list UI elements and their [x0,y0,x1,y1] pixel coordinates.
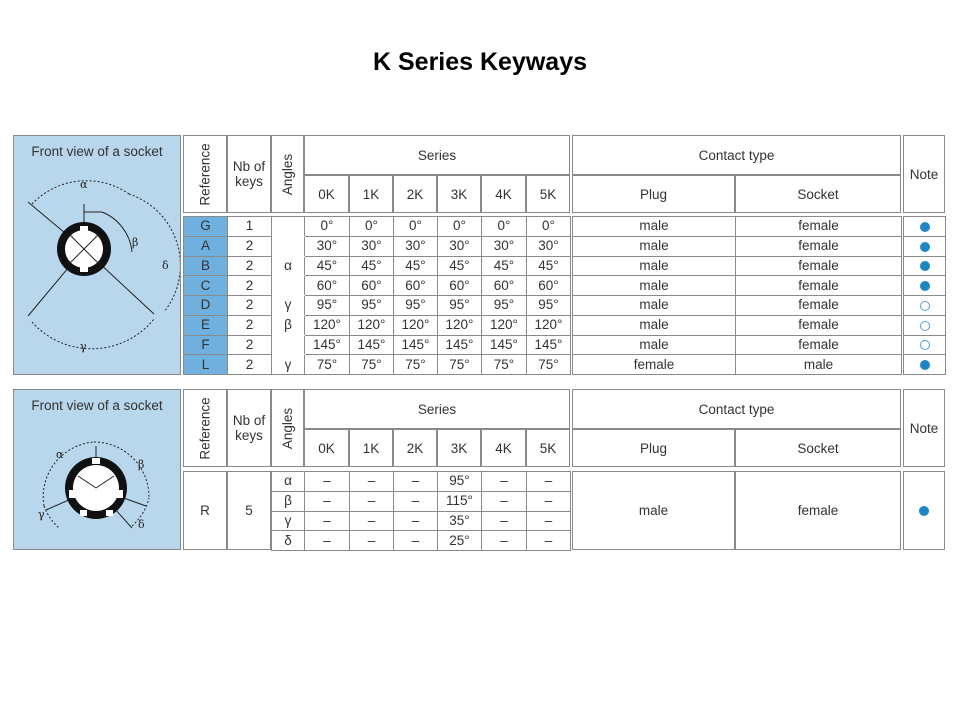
delta-label: δ [138,518,145,531]
table-row [184,236,571,256]
table-row [573,335,902,355]
front-view-label: Front view of a socket [31,144,163,159]
series-value-cell: 0° [527,217,571,237]
series-value-cell: 95° [482,296,527,316]
filled-dot-icon [920,222,930,232]
series-value-cell: 30° [394,236,438,256]
series-value-cell: – [527,491,571,511]
series-value-cell: 145° [350,335,394,355]
reference-cell: L [184,355,228,375]
contact-type-header: Contact type [572,389,901,429]
series-col-2k: 2K [393,175,437,213]
table-row [904,335,946,355]
table-row [573,296,902,316]
nb-keys-header: Nb of keys [227,135,271,213]
series-value-cell: 95° [394,296,438,316]
table-row [272,531,571,551]
series-value-cell: 60° [482,276,527,296]
plug-header: Plug [572,175,735,213]
series-value-cell: – [482,531,527,551]
series-value-cell: 30° [305,236,350,256]
filled-dot-icon [920,360,930,370]
gamma-label: γ [80,340,87,353]
series-value-cell: 45° [482,256,527,276]
table-row [573,256,902,276]
series-value-cell: – [350,491,394,511]
note-cell [904,276,946,296]
socket-cell: female [736,296,902,316]
open-dot-icon [920,340,930,350]
angle-cell: γ [272,511,305,531]
r-keys-cell: 5 [227,471,271,550]
table-row [904,276,946,296]
table-row [184,315,571,335]
note-cell [904,256,946,276]
keys-cell: 2 [228,315,272,335]
series-col-5k: 5K [526,175,570,213]
series-value-cell: 120° [527,315,571,335]
series-value-cell: 120° [482,315,527,335]
note-cell [904,315,946,335]
series-value-cell: 25° [438,531,482,551]
series-col-3k: 3K [437,175,481,213]
series-value-cell: – [482,472,527,492]
angle-cell [272,217,305,237]
note-cell [904,236,946,256]
socket-cell: female [736,335,902,355]
plug-cell: male [573,236,736,256]
plug-cell: female [573,355,736,375]
angles-header: Angles [271,135,304,213]
r-socket-cell: female [735,471,901,550]
keys-cell: 2 [228,276,272,296]
plug-cell: male [573,276,736,296]
socket-cell: female [736,236,902,256]
series-value-cell: 95° [305,296,350,316]
note-cell [904,217,946,237]
table-row [184,217,571,237]
angles-header: Angles [271,389,304,467]
contact-type-header: Contact type [572,135,901,175]
table-row [573,355,902,375]
page-title: K Series Keyways [372,48,588,76]
series-value-cell: – [305,472,350,492]
reference-cell: G [184,217,228,237]
filled-dot-icon [920,242,930,252]
series-value-cell: 35° [438,511,482,531]
series-col-2k: 2K [393,429,437,467]
beta-label: β [132,236,139,249]
keys-cell: 2 [228,236,272,256]
socket-header: Socket [735,429,901,467]
table-row [272,491,571,511]
series-value-cell: – [482,511,527,531]
series-value-cell: 45° [350,256,394,276]
series-value-cell: 95° [350,296,394,316]
series-col-0k: 0K [304,175,349,213]
series-col-3k: 3K [437,429,481,467]
plug-header: Plug [572,429,735,467]
series-col-4k: 4K [481,429,526,467]
filled-dot-icon [919,506,929,516]
series-header: Series [304,389,570,429]
series-value-cell: 45° [305,256,350,276]
nb-keys-header: Nb of keys [227,389,271,467]
series-value-cell: 60° [350,276,394,296]
table1-note-body [903,216,946,375]
series-value-cell: 145° [482,335,527,355]
series-value-cell: 75° [394,355,438,375]
socket-diagram-2-keys [14,164,180,374]
series-value-cell: 75° [527,355,571,375]
angle-cell: β [272,491,305,511]
series-value-cell: 30° [527,236,571,256]
gamma-label: γ [38,508,45,521]
front-view-label: Front view of a socket [31,398,163,413]
beta-label: β [138,458,145,471]
note-cell [904,355,946,375]
series-value-cell: 145° [438,335,482,355]
note-header: Note [903,135,945,213]
table-row [184,256,571,276]
series-value-cell: – [350,472,394,492]
series-value-cell: 60° [527,276,571,296]
filled-dot-icon [920,261,930,271]
series-value-cell: – [527,531,571,551]
table-row [573,315,902,335]
series-value-cell: – [482,491,527,511]
table1-series-body [183,216,571,375]
series-value-cell: 75° [438,355,482,375]
angle-cell [272,276,305,296]
table-row [904,236,946,256]
series-value-cell: 0° [482,217,527,237]
series-value-cell: – [394,511,438,531]
angle-cell: α [272,472,305,492]
socket-cell: female [736,256,902,276]
table-row [272,511,571,531]
series-value-cell: – [394,491,438,511]
series-value-cell: – [394,472,438,492]
series-col-1k: 1K [349,429,393,467]
series-value-cell: – [305,491,350,511]
table-row [904,256,946,276]
plug-cell: male [573,335,736,355]
table-row [573,276,902,296]
series-value-cell: 30° [350,236,394,256]
table-row [904,217,946,237]
table-row [184,296,571,316]
socket-header: Socket [735,175,901,213]
series-value-cell: 30° [482,236,527,256]
series-value-cell: 75° [350,355,394,375]
series-value-cell: 60° [438,276,482,296]
series-col-5k: 5K [526,429,570,467]
series-col-0k: 0K [304,429,349,467]
open-dot-icon [920,301,930,311]
series-value-cell: 0° [438,217,482,237]
series-value-cell: 60° [394,276,438,296]
series-value-cell: 60° [305,276,350,296]
table-row [904,315,946,335]
reference-cell: C [184,276,228,296]
open-dot-icon [920,321,930,331]
keys-cell: 2 [228,335,272,355]
series-value-cell: 75° [305,355,350,375]
series-value-cell: 75° [482,355,527,375]
series-value-cell: 0° [350,217,394,237]
socket-cell: female [736,315,902,335]
series-value-cell: 45° [394,256,438,276]
socket-cell: male [736,355,902,375]
plug-cell: male [573,217,736,237]
reference-cell: E [184,315,228,335]
alpha-label: α [80,178,88,191]
angle-cell: β [272,315,305,335]
reference-cell: F [184,335,228,355]
series-value-cell: 0° [305,217,350,237]
series-header: Series [304,135,570,175]
reference-header: Reference [183,389,227,467]
note-header: Note [903,389,945,467]
series-value-cell: – [350,531,394,551]
note-cell [904,335,946,355]
series-col-1k: 1K [349,175,393,213]
plug-cell: male [573,256,736,276]
angle-cell: γ [272,355,305,375]
alpha-label: α [56,448,64,461]
plug-cell: male [573,296,736,316]
series-value-cell: 120° [438,315,482,335]
table1-contact-body [572,216,902,375]
series-value-cell: 120° [305,315,350,335]
series-value-cell: 95° [438,472,482,492]
table-row [904,296,946,316]
series-value-cell: 145° [305,335,350,355]
r-note-cell [903,471,945,550]
table-row [573,236,902,256]
table2-series-body [271,471,571,551]
socket-cell: female [736,276,902,296]
reference-cell: D [184,296,228,316]
series-col-4k: 4K [481,175,526,213]
series-value-cell: – [394,531,438,551]
front-view-panel-2 [13,389,181,550]
table-row [184,355,571,375]
angle-cell: δ [272,531,305,551]
series-value-cell: 45° [438,256,482,276]
r-reference-cell: R [183,471,227,550]
series-value-cell: 120° [350,315,394,335]
angle-cell: α [272,256,305,276]
series-value-cell: – [527,472,571,492]
series-value-cell: 0° [394,217,438,237]
socket-diagram-5-keys [14,418,180,550]
series-value-cell: 115° [438,491,482,511]
filled-dot-icon [920,281,930,291]
r-plug-cell: male [572,471,735,550]
note-cell [904,296,946,316]
series-value-cell: – [305,511,350,531]
reference-cell: B [184,256,228,276]
keys-cell: 1 [228,217,272,237]
series-value-cell: 95° [527,296,571,316]
angle-cell [272,335,305,355]
series-value-cell: 145° [394,335,438,355]
table-row [184,335,571,355]
series-value-cell: 120° [394,315,438,335]
plug-cell: male [573,315,736,335]
series-value-cell: 145° [527,335,571,355]
socket-cell: female [736,217,902,237]
series-value-cell: 45° [527,256,571,276]
series-value-cell: – [350,511,394,531]
series-value-cell: – [527,511,571,531]
keys-cell: 2 [228,355,272,375]
series-value-cell: 95° [438,296,482,316]
angle-cell [272,236,305,256]
table-row [184,276,571,296]
reference-cell: A [184,236,228,256]
table-row [272,472,571,492]
keys-cell: 2 [228,256,272,276]
front-view-panel-1 [13,135,181,375]
series-value-cell: 30° [438,236,482,256]
delta-label: δ [162,259,169,272]
angle-cell: γ [272,296,305,316]
keys-cell: 2 [228,296,272,316]
series-value-cell: – [305,531,350,551]
table-row [573,217,902,237]
reference-header: Reference [183,135,227,213]
table-row [904,355,946,375]
